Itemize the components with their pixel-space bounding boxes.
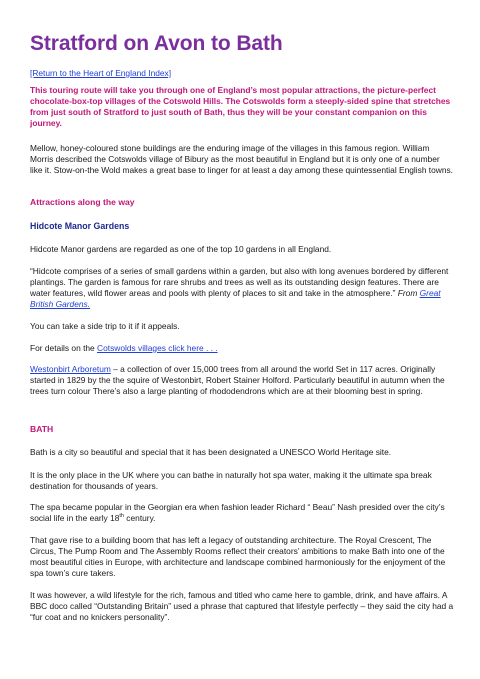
- bath-p3-text: The spa became popular in the Georgian era when fashion leader Richard “ Beau” Nash presided over the city’s social life in the early 18: [30, 502, 445, 523]
- hidcote-quote-text: “Hidcote comprises of a series of small gardens within a garden, but also with long avenues bordered by different plantings. The garden is famous for rare shrubs and trees as well as its outstanding design features. There are water features, wild flower areas and pools with plenty of places to sit and take in the atmosphere.”: [30, 266, 449, 298]
- westonbirt-text: – a collection of over 15,000 trees from all around the world Set in 117 acres. Originally started in 1829 by the the squire of Westonbirt, Robert Stainer Holford. Particularly beautiful in autumn when the trees turn colour There’s also a large planting of rhododendrons which are at their blooming best in spring.: [30, 364, 445, 396]
- bath-paragraph-1: Bath is a city so beautiful and special that it has been designated a UNESCO World Heritage site.: [30, 447, 392, 457]
- cotswolds-villages-link[interactable]: Cotswolds villages click here . . .: [97, 343, 218, 353]
- westonbirt-arboretum-link[interactable]: Westonbirt Arboretum: [30, 364, 111, 374]
- hidcote-summary: Hidcote Manor gardens are regarded as one of the top 10 gardens in all England.: [30, 244, 332, 254]
- intro-paragraph: This touring route will take you through one of England’s most popular attractions, the picture-perfect chocolate-box-top villages of the Cotswold Hills. The Cotswolds form a steeply-sided spine that stretches from just south of Stratford to just south of Bath, thus they will be your constant companion on this journey.: [30, 85, 451, 128]
- details-prefix: For details on the: [30, 343, 95, 353]
- from-label: From: [397, 287, 418, 298]
- bath-paragraph-4: That gave rise to a building boom that has left a legacy of outstanding architecture. The Royal Crescent, The Circus, The Pump Room and The Assembly Rooms reflect their creators’ ambitions to make Bath into one of the most beautiful cities in Europe, with architecture and landscape combined harmoniously for the enjoyment of the spa town’s cure takers.: [30, 535, 446, 578]
- details-paragraph: [30, 343, 454, 354]
- great-british-gardens-link[interactable]: Great British Gardens.: [30, 287, 441, 309]
- ordinal-suffix: th: [119, 513, 124, 520]
- attractions-heading: Attractions along the way: [30, 197, 135, 207]
- westonbirt-paragraph: [30, 364, 454, 397]
- side-trip-paragraph: You can take a side trip to it if it appeals.: [30, 321, 180, 331]
- hidcote-heading: Hidcote Manor Gardens: [30, 221, 130, 231]
- hidcote-quote: [30, 266, 454, 310]
- return-to-index-link[interactable]: [Return to the Heart of England Index]: [30, 68, 172, 78]
- return-paragraph: [30, 68, 454, 79]
- bath-paragraph-5: It was however, a wild lifestyle for the rich, famous and titled who came here to gamble, drink, and have affairs. A BBC doco called “Outstanding Britain” used a phrase that captured that lifestyle perfectly – they said the city had a “fur coat and no knickers personality”.: [30, 590, 454, 622]
- bath-paragraph-3: [30, 502, 454, 524]
- bath-paragraph-2: It is the only place in the UK where you can bathe in naturally hot spa water, making it the ultimate spa break destination for thousands of years.: [30, 470, 432, 491]
- overview-paragraph: Mellow, honey-coloured stone buildings are the enduring image of the villages in this famous region. William Morris described the Cotswolds village of Bibury as the most beautiful in England but it is only one of a number like it. Stow-on-the Wold makes a great base to linger for at least a day among these quintessential English towns.: [30, 143, 454, 175]
- page-title: Stratford on Avon to Bath: [30, 32, 283, 55]
- bath-heading: BATH: [30, 424, 54, 434]
- bath-p3-end: century.: [123, 512, 156, 523]
